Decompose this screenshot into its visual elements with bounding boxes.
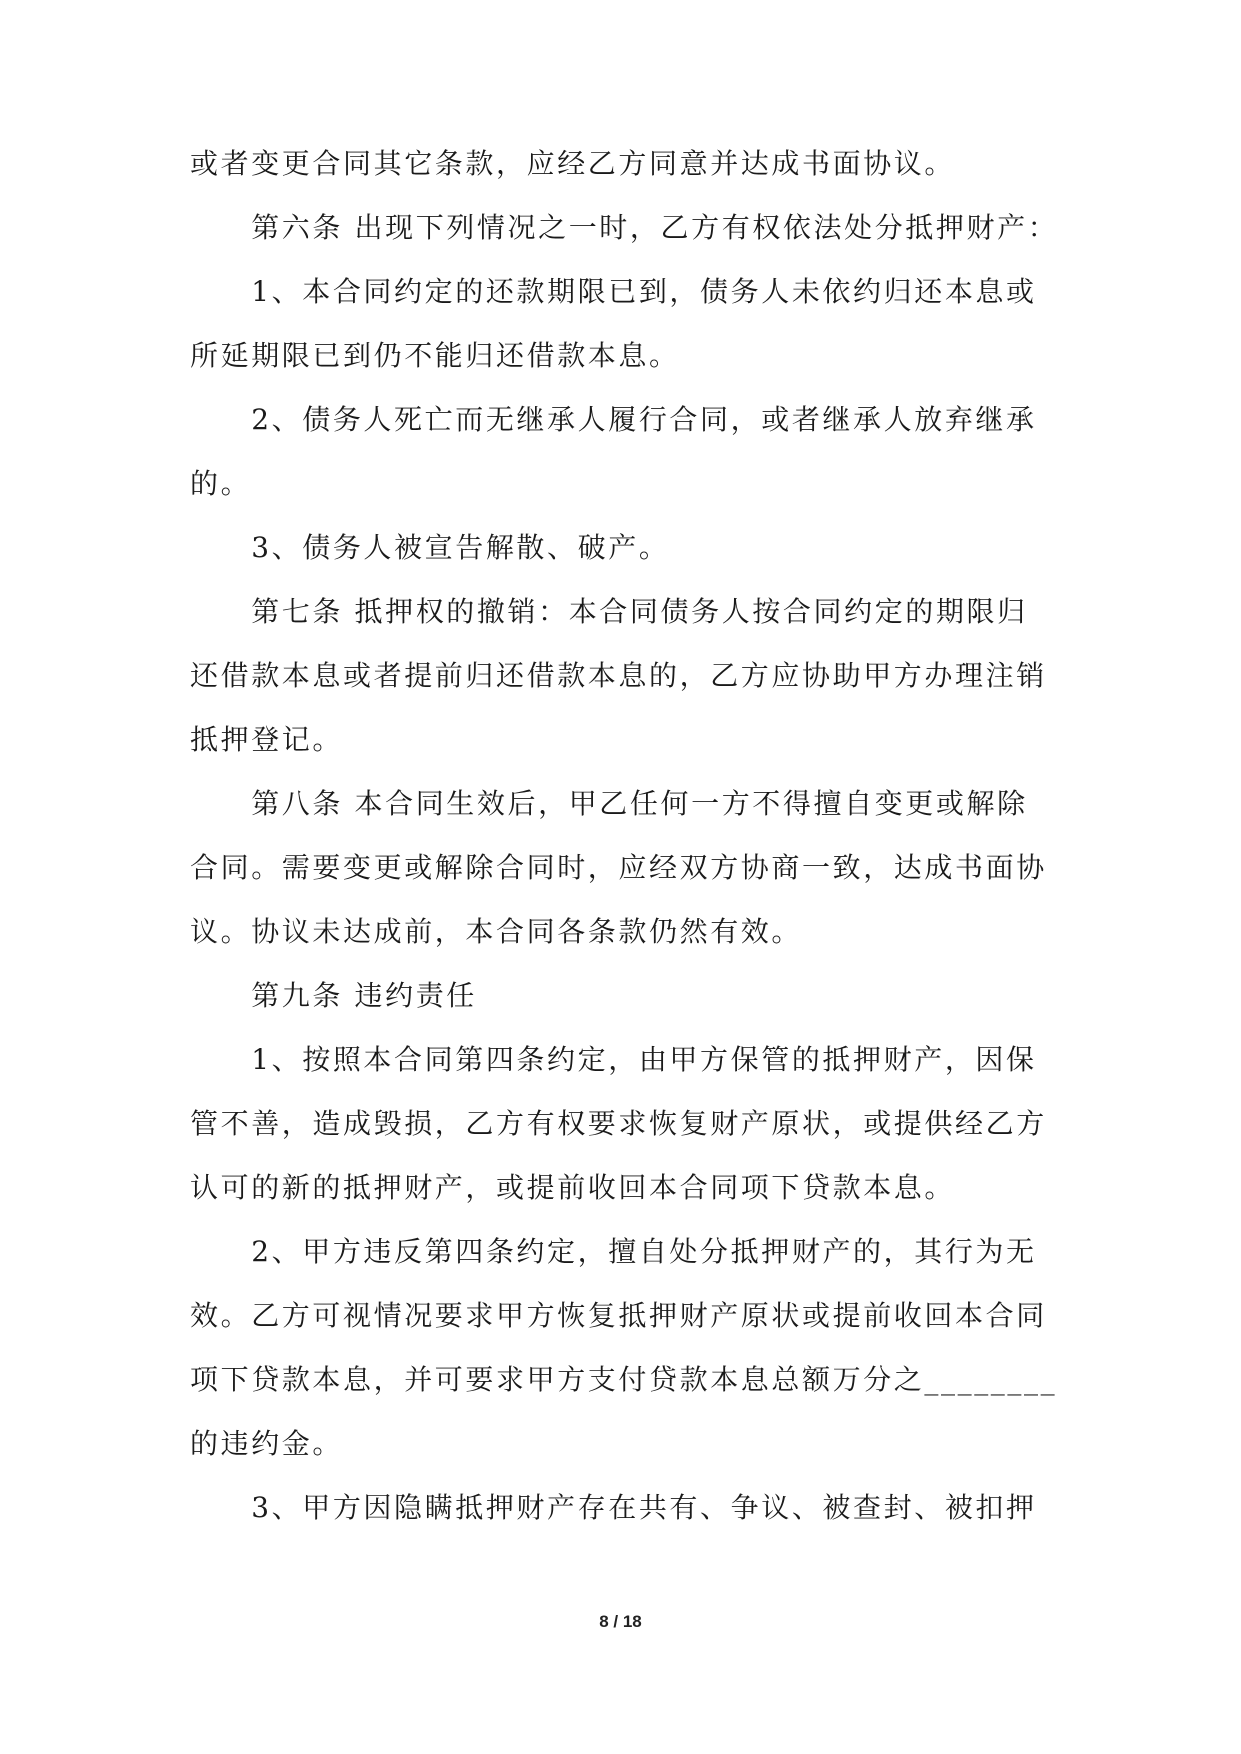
text-line: 的违约金。	[190, 1427, 344, 1460]
text-line: 第九条 违约责任	[190, 979, 477, 1012]
text-line: 或者变更合同其它条款，应经乙方同意并达成书面协议。	[190, 147, 956, 180]
text-line: 议。协议未达成前，本合同各条款仍然有效。	[190, 915, 803, 948]
text-line: 2、债务人死亡而无继承人履行合同，或者继承人放弃继承	[190, 403, 1037, 436]
text-line: 认可的新的抵押财产，或提前收回本合同项下贷款本息。	[190, 1171, 956, 1204]
text-line: 还借款本息或者提前归还借款本息的，乙方应协助甲方办理注销	[190, 659, 1047, 692]
text-line: 3、甲方因隐瞒抵押财产存在共有、争议、被查封、被扣押	[190, 1491, 1037, 1524]
text-line: 的。	[190, 467, 252, 500]
text-line: 第七条 抵押权的撤销：本合同债务人按合同约定的期限归	[190, 595, 1028, 628]
text-line: 合同。需要变更或解除合同时，应经双方协商一致，达成书面协	[190, 851, 1047, 884]
text-line: 项下贷款本息，并可要求甲方支付贷款本息总额万分之________	[190, 1363, 1058, 1396]
text-line: 第八条 本合同生效后，甲乙任何一方不得擅自变更或解除	[190, 787, 1028, 820]
text-line: 效。乙方可视情况要求甲方恢复抵押财产原状或提前收回本合同	[190, 1299, 1047, 1332]
text-line: 第六条 出现下列情况之一时，乙方有权依法处分抵押财产：	[190, 211, 1059, 244]
text-line: 1、本合同约定的还款期限已到，债务人未依约归还本息或	[190, 275, 1037, 308]
page-number: 8 / 18	[599, 1612, 642, 1631]
text-line: 所延期限已到仍不能归还借款本息。	[190, 339, 680, 372]
text-line: 抵押登记。	[190, 723, 344, 756]
text-line: 3、债务人被宣告解散、破产。	[190, 531, 670, 564]
text-line: 2、甲方违反第四条约定，擅自处分抵押财产的，其行为无	[190, 1235, 1037, 1268]
text-line: 1、按照本合同第四条约定，由甲方保管的抵押财产，因保	[190, 1043, 1037, 1076]
text-line: 管不善，造成毁损，乙方有权要求恢复财产原状，或提供经乙方	[190, 1107, 1047, 1140]
